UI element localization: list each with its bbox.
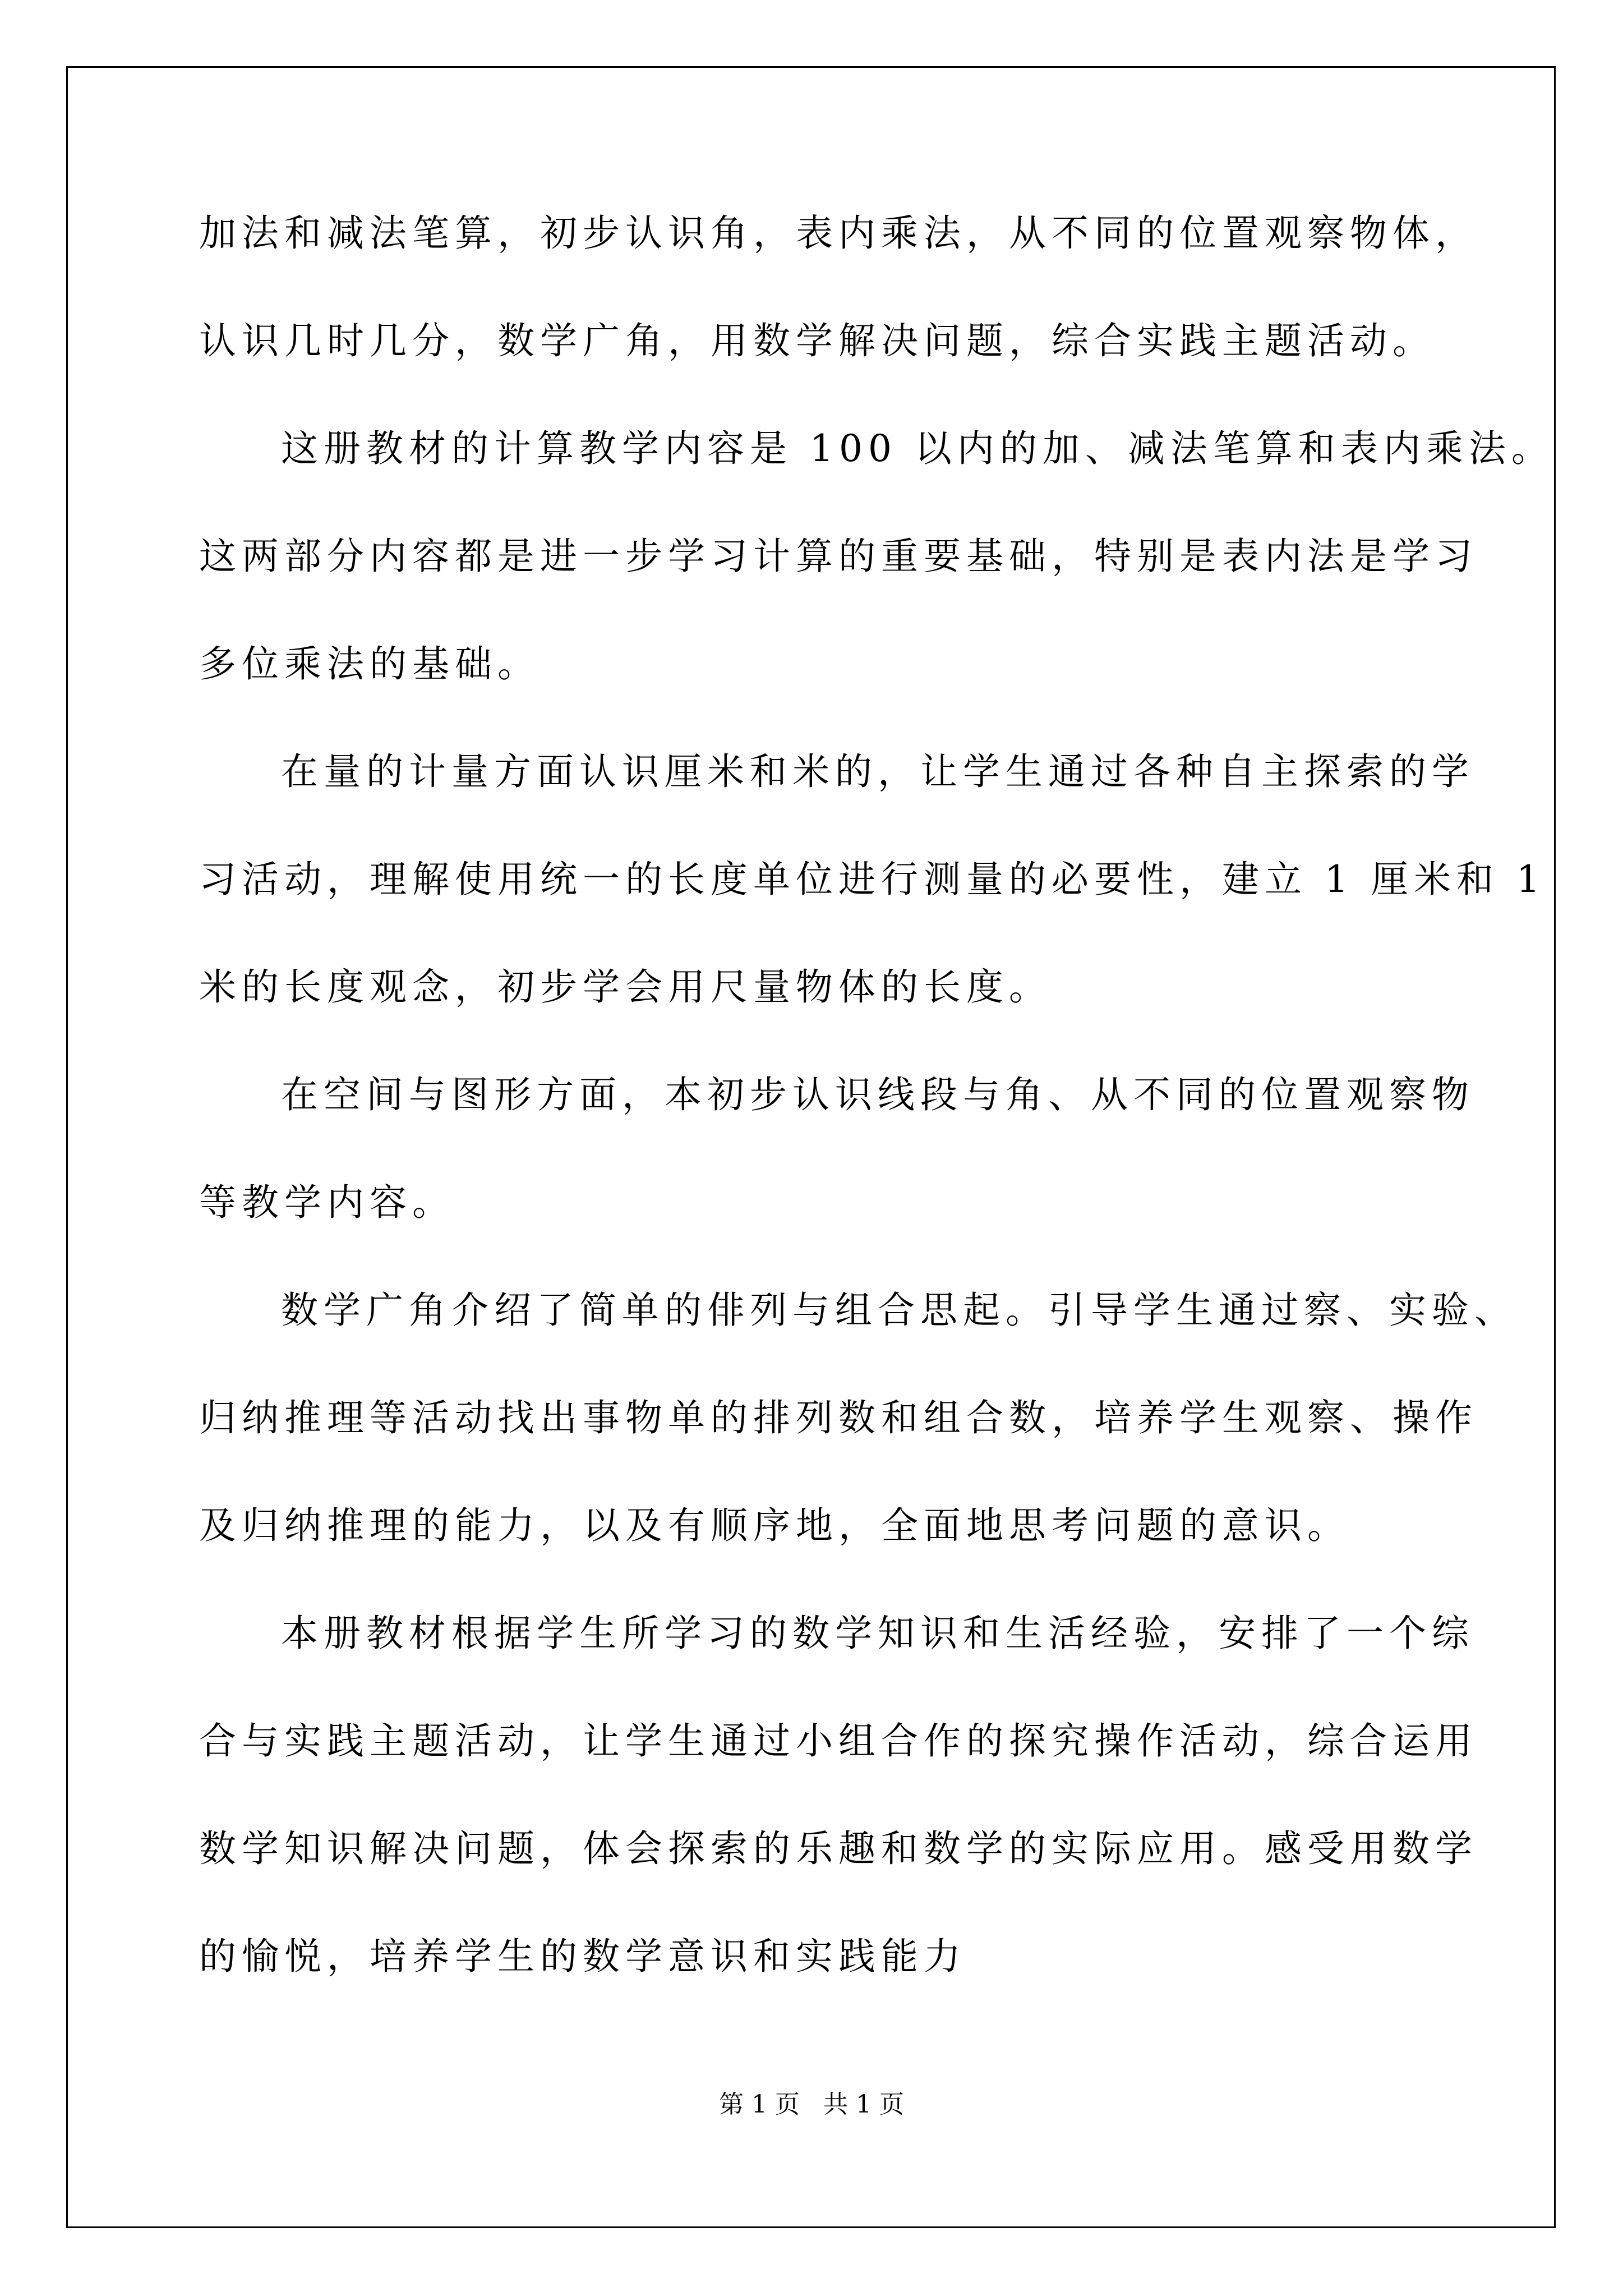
text-line: 在空间与图形方面，本初步认识线段与角、从不同的位置观察物: [281, 1073, 1474, 1116]
paragraph-1: [199, 208, 1478, 366]
text-line: 本册教材根据学生所学习的数学知识和生活经验，安排了一个综: [281, 1612, 1474, 1655]
text-line: 这册教材的计算教学内容是 100 以内的加、减法笔算和表内乘法。: [281, 427, 1554, 470]
text-line: 归纳推理等活动找出事物单的排列数和组合数，培养学生观察、操作: [199, 1396, 1478, 1439]
text-line: 及归纳推理的能力，以及有顺序地，全面地思考问题的意识。: [199, 1504, 1350, 1547]
paragraph-5: [199, 1285, 1517, 1551]
paragraph-2: [199, 423, 1554, 689]
text-line: 认识几时几分，数学广角，用数学解决问题，综合实践主题活动。: [199, 319, 1435, 362]
text-line: 多位乘法的基础。: [199, 642, 540, 685]
document-body: [199, 208, 1554, 1982]
text-line: 等教学内容。: [199, 1181, 455, 1224]
text-line: 的愉悦，培养学生的数学意识和实践能力: [199, 1935, 966, 1978]
text-line: 这两部分内容都是进一步学习计算的重要基础，特别是表内法是学习: [199, 535, 1478, 578]
text-line: 在量的计量方面认识厘米和米的，让学生通过各种自主探索的学: [281, 750, 1474, 793]
page-footer: 第 1 页 共 1 页: [719, 2090, 904, 2119]
text-line: 习活动，理解使用统一的长度单位进行测量的必要性，建立 1 厘米和 1: [199, 858, 1546, 901]
paragraph-4: [199, 1069, 1474, 1228]
paragraph-3: [199, 746, 1546, 1013]
text-line: 合与实践主题活动，让学生通过小组合作的探究操作活动，综合运用: [199, 1719, 1478, 1763]
text-line: 米的长度观念，初步学会用尺量物体的长度。: [199, 965, 1052, 1009]
text-line: 加法和减法笔算，初步认识角，表内乘法，从不同的位置观察物体，: [199, 211, 1478, 255]
text-line: 数学知识解决问题，体会探索的乐趣和数学的实际应用。感受用数学: [199, 1827, 1478, 1870]
text-line: 数学广角介绍了简单的俳列与组合思起。引导学生通过察、实验、: [281, 1289, 1517, 1332]
paragraph-6: [199, 1608, 1478, 1982]
